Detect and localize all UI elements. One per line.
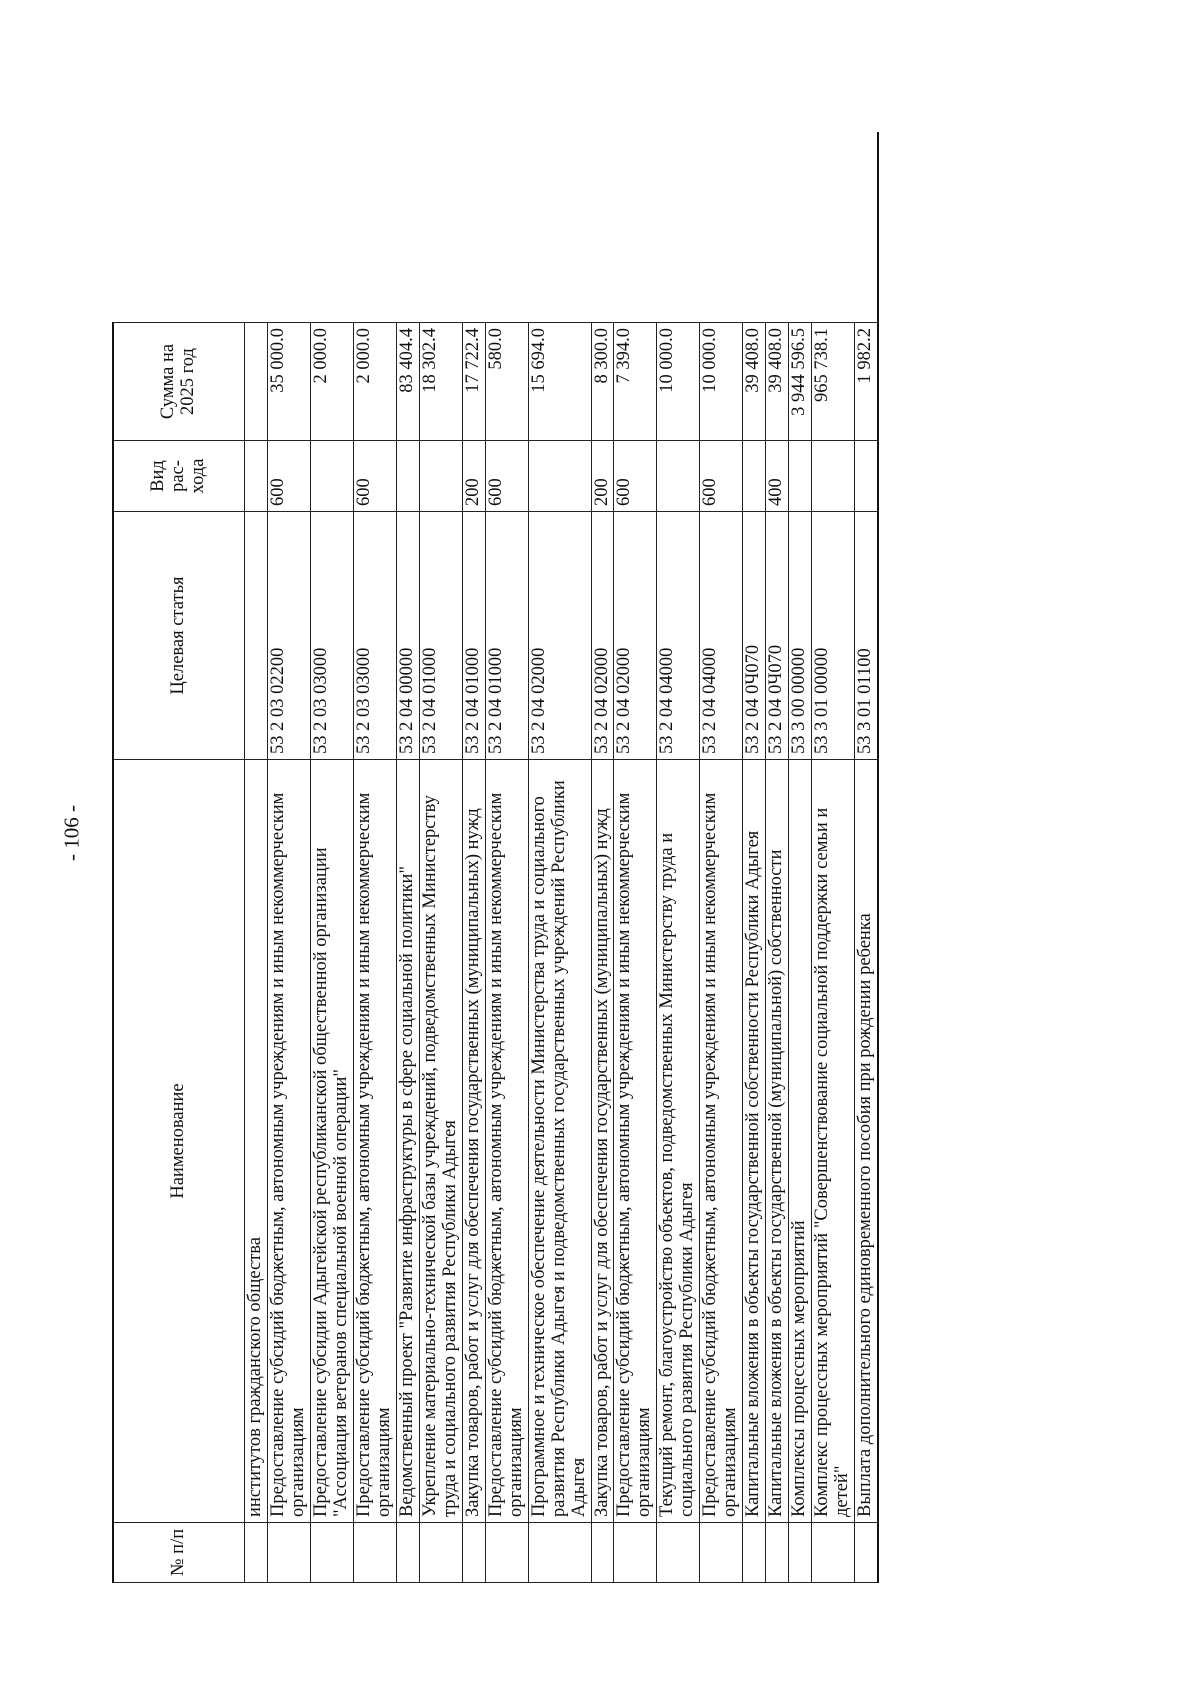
- row-code: 53 2 04 00000: [396, 512, 419, 760]
- row-no: [657, 1523, 700, 1583]
- row-kind: 600: [485, 441, 528, 512]
- page-edge: [591, 133, 614, 323]
- row-no: [396, 1523, 419, 1583]
- row-code: 53 2 04 02000: [614, 512, 657, 760]
- row-no: [419, 1523, 462, 1583]
- row-no: [462, 1523, 485, 1583]
- row-name: Выплата дополнительного единовременного пособия при рождении ребенка: [855, 760, 878, 1523]
- row-code: 53 2 03 02200: [267, 512, 310, 760]
- table-row: [657, 133, 700, 1583]
- row-sum: 1 982.2: [855, 323, 878, 441]
- page-edge: [528, 133, 591, 323]
- row-sum: 35 000.0: [267, 323, 310, 441]
- table-row: [528, 133, 591, 1583]
- row-kind: 400: [766, 441, 789, 512]
- table-row: [419, 133, 462, 1583]
- page-edge: [614, 133, 657, 323]
- page-number: - 106 -: [59, 805, 84, 861]
- header-sum: Сумма на 2025 год: [113, 323, 245, 441]
- row-code: [245, 512, 268, 760]
- page-edge: [113, 133, 245, 323]
- page-edge: [766, 133, 789, 323]
- page-edge: [353, 133, 396, 323]
- row-kind: [310, 441, 353, 512]
- table-row: [812, 133, 855, 1583]
- table-row: [743, 133, 766, 1583]
- page-edge: [812, 133, 855, 323]
- row-sum: 10 000.0: [700, 323, 743, 441]
- row-sum: 2 000.0: [310, 323, 353, 441]
- row-kind: 600: [353, 441, 396, 512]
- row-name: Текущий ремонт, благоустройство объектов, подведомственных Министерству труда и социального развития Республики Адыгея: [657, 760, 700, 1523]
- budget-table-rotated: [112, 133, 1057, 1583]
- header-code: Целевая статья: [113, 512, 245, 760]
- row-kind: [657, 441, 700, 512]
- page-edge: [419, 133, 462, 323]
- row-sum: 8 300.0: [591, 323, 614, 441]
- page-edge: [657, 133, 700, 323]
- page-edge: [789, 133, 812, 323]
- row-sum: 39 408.0: [766, 323, 789, 441]
- row-no: [245, 1523, 268, 1583]
- row-no: [485, 1523, 528, 1583]
- row-no: [310, 1523, 353, 1583]
- table-row: [485, 133, 528, 1583]
- row-code: 53 2 04 0Ч070: [743, 512, 766, 760]
- page-edge: [743, 133, 766, 323]
- row-code: 53 2 04 04000: [700, 512, 743, 760]
- page-edge: [267, 133, 310, 323]
- header-kind: Вид рас-хода: [113, 441, 245, 512]
- row-name: Закупка товаров, работ и услуг для обеспечения государственных (муниципальных) нужд: [591, 760, 614, 1523]
- row-sum: 2 000.0: [353, 323, 396, 441]
- row-code: 53 2 04 02000: [591, 512, 614, 760]
- page-edge: [485, 133, 528, 323]
- table-body: [245, 133, 879, 1583]
- row-name: Комплексы процессных мероприятий: [789, 760, 812, 1523]
- page-edge: [245, 133, 268, 323]
- row-name: Предоставление субсидий бюджетным, автономным учреждениям и иным некоммерческим организациям: [700, 760, 743, 1523]
- row-no: [766, 1523, 789, 1583]
- row-name: Закупка товаров, работ и услуг для обеспечения государственных (муниципальных) нужд: [462, 760, 485, 1523]
- page-edge: [700, 133, 743, 323]
- row-no: [700, 1523, 743, 1583]
- row-kind: 600: [614, 441, 657, 512]
- row-kind: [528, 441, 591, 512]
- row-kind: [812, 441, 855, 512]
- row-sum: 18 302.4: [419, 323, 462, 441]
- row-no: [855, 1523, 878, 1583]
- row-name: институтов гражданского общества: [245, 760, 268, 1523]
- table-row: [310, 133, 353, 1583]
- table-row: [591, 133, 614, 1583]
- row-code: 53 2 03 03000: [310, 512, 353, 760]
- row-code: 53 2 04 0Ч070: [766, 512, 789, 760]
- row-kind: 200: [462, 441, 485, 512]
- row-kind: [743, 441, 766, 512]
- row-name: Предоставление субсидий бюджетным, автономным учреждениям и иным некоммерческим организациям: [353, 760, 396, 1523]
- row-sum: 39 408.0: [743, 323, 766, 441]
- page-edge: [310, 133, 353, 323]
- table-row: [245, 133, 268, 1583]
- page-edge: [462, 133, 485, 323]
- row-no: [812, 1523, 855, 1583]
- row-no: [789, 1523, 812, 1583]
- row-name: Предоставление субсидий бюджетным, автономным учреждениям и иным некоммерческим организациям: [485, 760, 528, 1523]
- row-sum: 83 404.4: [396, 323, 419, 441]
- budget-table: [112, 133, 879, 1584]
- row-code: 53 2 04 02000: [528, 512, 591, 760]
- row-code: 53 2 03 03000: [353, 512, 396, 760]
- row-sum: 965 738.1: [812, 323, 855, 441]
- row-name: Укрепление материально-технической базы учреждений, подведомственных Министерству труда и социального развития Республики Адыгея: [419, 760, 462, 1523]
- table-row: [462, 133, 485, 1583]
- table-row: [789, 133, 812, 1583]
- row-code: 53 3 00 00000: [789, 512, 812, 760]
- row-kind: [245, 441, 268, 512]
- row-name: Капитальные вложения в объекты государственной (муниципальной) собственности: [766, 760, 789, 1523]
- table-row: [766, 133, 789, 1583]
- header-no: № п/п: [113, 1523, 245, 1583]
- row-sum: 3 944 596.5: [789, 323, 812, 441]
- row-no: [591, 1523, 614, 1583]
- table-header-row: [113, 133, 245, 1583]
- row-code: 53 2 04 01000: [419, 512, 462, 760]
- row-code: 53 2 04 01000: [485, 512, 528, 760]
- table-row: [700, 133, 743, 1583]
- row-sum: 15 694.0: [528, 323, 591, 441]
- row-no: [353, 1523, 396, 1583]
- row-no: [267, 1523, 310, 1583]
- row-name: Капитальные вложения в объекты государственной собственности Республики Адыгея: [743, 760, 766, 1523]
- header-name: Наименование: [113, 760, 245, 1523]
- table-row: [353, 133, 396, 1583]
- row-name: Предоставление субсидий бюджетным, автономным учреждениям и иным некоммерческим организациям: [614, 760, 657, 1523]
- row-sum: 580.0: [485, 323, 528, 441]
- table-row: [267, 133, 310, 1583]
- row-kind: [419, 441, 462, 512]
- row-kind: 600: [700, 441, 743, 512]
- row-sum: 17 722.4: [462, 323, 485, 441]
- page-edge: [855, 133, 878, 323]
- row-name: Программное и техническое обеспечение деятельности Министерства труда и социального развития Республики Адыгея и подведомственных государственных учреждений Республики Адыгея: [528, 760, 591, 1523]
- row-sum: 7 394.0: [614, 323, 657, 441]
- row-sum: [245, 323, 268, 441]
- row-code: 53 2 04 01000: [462, 512, 485, 760]
- row-no: [528, 1523, 591, 1583]
- row-kind: 200: [591, 441, 614, 512]
- row-kind: 600: [267, 441, 310, 512]
- row-kind: [789, 441, 812, 512]
- row-name: Предоставление субсидии Адыгейской республиканской общественной организации "Ассоциация ветеранов специальной военной операции": [310, 760, 353, 1523]
- row-kind: [855, 441, 878, 512]
- table-row: [614, 133, 657, 1583]
- row-name: Ведомственный проект "Развитие инфраструктуры в сфере социальной политики": [396, 760, 419, 1523]
- page-edge: [396, 133, 419, 323]
- row-no: [743, 1523, 766, 1583]
- row-sum: 10 000.0: [657, 323, 700, 441]
- table-row: [396, 133, 419, 1583]
- row-code: 53 2 04 04000: [657, 512, 700, 760]
- row-kind: [396, 441, 419, 512]
- table-row: [855, 133, 878, 1583]
- row-code: 53 3 01 00000: [812, 512, 855, 760]
- row-name: Комплекс процессных мероприятий "Совершенствование социальной поддержки семьи и детей": [812, 760, 855, 1523]
- row-no: [614, 1523, 657, 1583]
- row-code: 53 3 01 01100: [855, 512, 878, 760]
- row-name: Предоставление субсидий бюджетным, автономным учреждениям и иным некоммерческим организациям: [267, 760, 310, 1523]
